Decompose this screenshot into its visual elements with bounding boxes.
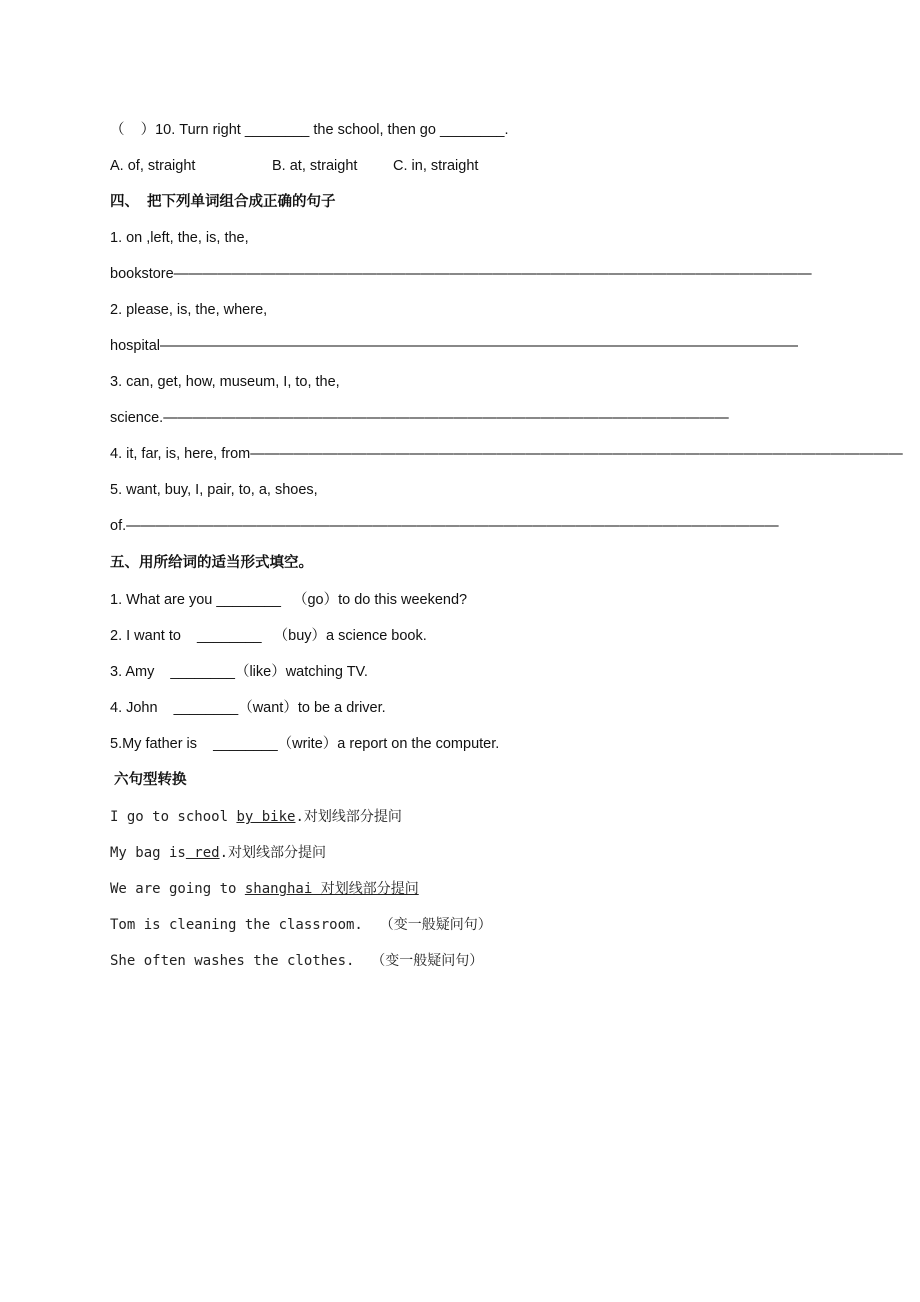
section-4-answer-line: science.——————————————————————————————————————— xyxy=(110,410,729,426)
section-4-answer-line: bookstore———————————————————————————————————————————— xyxy=(110,266,812,282)
section-5-item: 1. What are you ________ （go）to do this weekend? xyxy=(110,592,468,608)
sentence-text: We are going to xyxy=(110,881,245,897)
question-10-options xyxy=(110,156,710,176)
question-10: （ ）10. Turn right ________ the school, then go ________. xyxy=(110,122,509,138)
section-6-heading: 六句型转换 xyxy=(110,772,187,788)
section-6-sentence-1 xyxy=(110,807,402,827)
sentence-instruction: .对划线部分提问 xyxy=(219,845,327,861)
section-5-item: 5.My father is ________（write）a report on the computer. xyxy=(110,736,500,752)
section-5-item: 2. I want to ________ （buy）a science book. xyxy=(110,628,427,644)
sentence-instruction: .对划线部分提问 xyxy=(295,809,402,825)
sentence-text: My bag is xyxy=(110,845,186,861)
section-5-item: 3. Amy ________（like）watching TV. xyxy=(110,664,368,680)
section-6-sentence-4: Tom is cleaning the classroom. （变一般疑问句） xyxy=(110,917,492,933)
section-4-item: 2. please, is, the, where, xyxy=(110,302,268,318)
option-a: A. of, straight xyxy=(110,158,196,174)
section-4-item: 1. on ,left, the, is, the, xyxy=(110,230,249,246)
section-4-item: 5. want, buy, I, pair, to, a, shoes, xyxy=(110,482,318,498)
underlined-part: by bike xyxy=(236,809,296,825)
section-6-sentence-2 xyxy=(110,843,326,863)
sentence-text: I go to school xyxy=(110,809,237,825)
section-4-answer-line: of.————————————————————————————————————————————— xyxy=(110,518,779,534)
section-4-answer-line: hospital———————————————————————————————————————————— xyxy=(110,338,798,354)
section-5-item: 4. John ________（want）to be a driver. xyxy=(110,700,386,716)
option-c: C. in, straight xyxy=(393,158,479,174)
section-4-heading: 四、 把下列单词组合成正确的句子 xyxy=(110,194,336,210)
section-5-heading: 五、用所给词的适当形式填空。 xyxy=(110,555,313,571)
section-6-sentence-3 xyxy=(110,879,419,899)
underlined-part: red xyxy=(185,845,220,861)
underlined-part: shanghai 对划线部分提问 xyxy=(244,881,419,897)
section-4-item: 4. it, far, is, here, from————————————————————————————————————————————— xyxy=(110,446,903,462)
section-6-sentence-5: She often washes the clothes. （变一般疑问句） xyxy=(110,953,484,969)
option-b: B. at, straight xyxy=(272,158,358,174)
section-4-item: 3. can, get, how, museum, I, to, the, xyxy=(110,374,340,390)
